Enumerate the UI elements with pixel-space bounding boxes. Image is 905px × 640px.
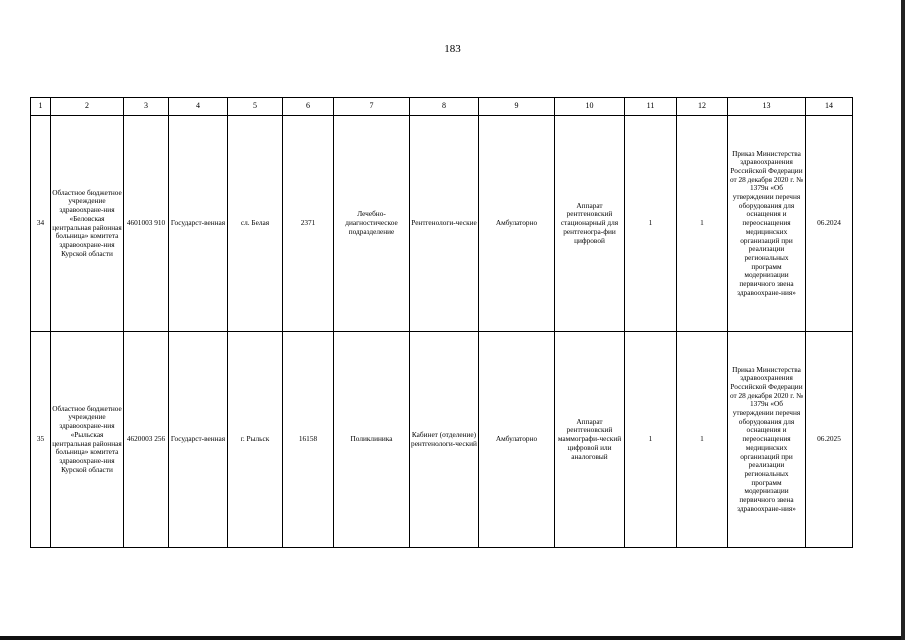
column-header: 12 (677, 98, 728, 116)
equipment-table (30, 97, 853, 548)
row-number: 34 (31, 116, 51, 332)
date-cell: 06.2025 (806, 332, 853, 548)
column-header: 6 (283, 98, 334, 116)
table-row (31, 332, 853, 548)
service-cell: Рентгенологи-ческие (410, 116, 479, 332)
table-header-row (31, 98, 853, 116)
population-cell: 16158 (283, 332, 334, 548)
equipment-cell: Аппарат рентгеновский маммографи-ческий цифровой или аналоговый (555, 332, 625, 548)
column-header: 4 (169, 98, 228, 116)
column-header: 11 (625, 98, 677, 116)
page-number: 183 (444, 43, 461, 55)
scan-right-edge (901, 0, 905, 640)
quantity-cell: 1 (625, 116, 677, 332)
column-header: 5 (228, 98, 283, 116)
quantity-cell: 1 (677, 332, 728, 548)
care-form-cell: Амбулаторно (479, 332, 555, 548)
quantity-cell: 1 (677, 116, 728, 332)
column-header: 14 (806, 98, 853, 116)
row-number: 35 (31, 332, 51, 548)
unit-type-cell: Поликлиника (334, 332, 410, 548)
unit-type-cell: Лечебно-диагностическое подразделение (334, 116, 410, 332)
code-cell: 4620003 256 (124, 332, 169, 548)
code-cell: 4601003 910 (124, 116, 169, 332)
column-header: 2 (51, 98, 124, 116)
table-row (31, 116, 853, 332)
column-header: 9 (479, 98, 555, 116)
scan-bottom-edge (0, 636, 905, 640)
column-header: 1 (31, 98, 51, 116)
quantity-cell: 1 (625, 332, 677, 548)
column-header: 3 (124, 98, 169, 116)
column-header: 10 (555, 98, 625, 116)
population-cell: 2371 (283, 116, 334, 332)
ownership-cell: Государст-венная (169, 116, 228, 332)
settlement-cell: г. Рыльск (228, 332, 283, 548)
ownership-cell: Государст-венная (169, 332, 228, 548)
column-header: 7 (334, 98, 410, 116)
date-cell: 06.2024 (806, 116, 853, 332)
basis-cell: Приказ Министерства здравоохранения Российской Федерации от 28 декабря 2020 г. № 1379н «Об утверждении перечня оборудования для оснащения и переоснащения медицинских организаций при реализации региональных программ модернизации первичного звена здравоохране-ния» (728, 116, 806, 332)
column-header: 13 (728, 98, 806, 116)
organization-cell: Областное бюджетное учреждение здравоохране-ния «Рыльская центральная районная больница» комитета здравоохране-ния Курской области (51, 332, 124, 548)
care-form-cell: Амбулаторно (479, 116, 555, 332)
basis-cell: Приказ Министерства здравоохранения Российской Федерации от 28 декабря 2020 г. № 1379н «Об утверждении перечня оборудования для оснащения и переоснащения медицинских организаций при реализации региональных программ модернизации первичного звена здравоохране-ния» (728, 332, 806, 548)
equipment-cell: Аппарат рентгеновский стационарный для рентгеногра-фии цифровой (555, 116, 625, 332)
organization-cell: Областное бюджетное учреждение здравоохране-ния «Беловская центральная районная больница» комитета здравоохране-ния Курской области (51, 116, 124, 332)
column-header: 8 (410, 98, 479, 116)
service-cell: Кабинет (отделение) рентгенологи-ческий (410, 332, 479, 548)
settlement-cell: сл. Белая (228, 116, 283, 332)
